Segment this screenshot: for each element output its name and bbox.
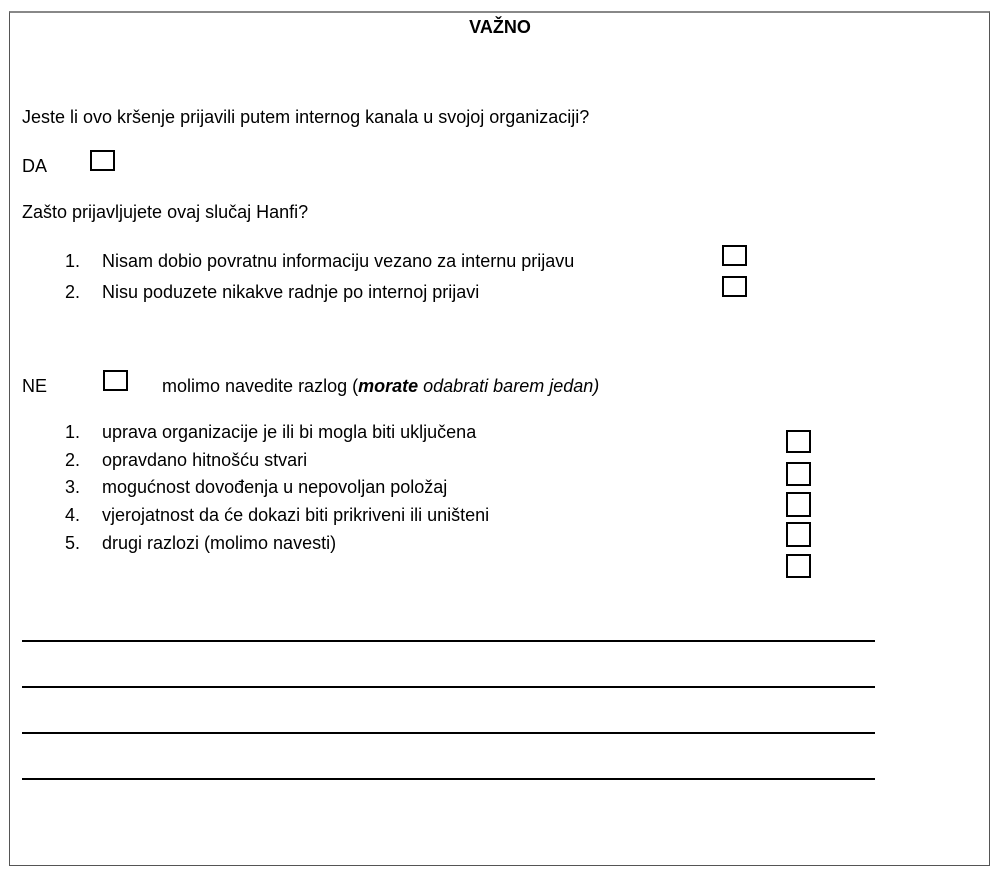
no-instruction-prefix: molimo navedite razlog (	[162, 376, 359, 396]
yes-item-2-checkbox[interactable]	[722, 276, 747, 297]
no-item-3-number: 3.	[64, 477, 80, 497]
no-item-5-text: drugi razlozi (molimo navesti)	[102, 533, 337, 553]
no-item-3-checkbox[interactable]	[786, 492, 811, 517]
other-reason-line-3[interactable]	[22, 732, 875, 734]
no-item-4-text: vjerojatnost da će dokazi biti prikriveni ili uništeni	[102, 505, 490, 525]
no-item-1-text: uprava organizacije je ili bi mogla biti uključena	[102, 422, 477, 442]
no-item-4-checkbox[interactable]	[786, 522, 811, 547]
other-reason-line-2[interactable]	[22, 686, 875, 688]
no-checkbox[interactable]	[103, 370, 128, 391]
yes-checkbox[interactable]	[90, 150, 115, 171]
no-item-4-number: 4.	[64, 505, 80, 525]
no-item-2-text: opravdano hitnošću stvari	[102, 450, 308, 470]
other-reason-line-4[interactable]	[22, 778, 875, 780]
yes-label: DA	[22, 156, 48, 176]
no-item-2-checkbox[interactable]	[786, 462, 811, 486]
question-text: Jeste li ovo kršenje prijavili putem internog kanala u svojoj organizaciji?	[22, 107, 590, 127]
no-item-2-number: 2.	[64, 450, 80, 470]
no-label: NE	[22, 376, 48, 396]
other-reason-line-1[interactable]	[22, 640, 875, 642]
yes-item-1-number: 1.	[64, 251, 80, 271]
no-instruction	[162, 376, 599, 396]
yes-item-1-text: Nisam dobio povratnu informaciju vezano za internu prijavu	[102, 251, 575, 271]
yes-item-1-checkbox[interactable]	[722, 245, 747, 266]
no-item-1-checkbox[interactable]	[786, 430, 811, 453]
no-instruction-emphasis: morate	[358, 376, 419, 396]
no-item-1-number: 1.	[64, 422, 80, 442]
no-item-5-number: 5.	[64, 533, 80, 553]
yes-item-2-number: 2.	[64, 282, 80, 302]
yes-item-2-text: Nisu poduzete nikakve radnje po internoj prijavi	[102, 282, 480, 302]
no-item-5-checkbox[interactable]	[786, 554, 811, 578]
yes-followup-question: Zašto prijavljujete ovaj slučaj Hanfi?	[22, 202, 309, 222]
no-item-3-text: mogućnost dovođenja u nepovoljan položaj	[102, 477, 448, 497]
no-instruction-suffix: odabrati barem jedan)	[418, 376, 600, 396]
form-title: VAŽNO	[469, 17, 531, 37]
